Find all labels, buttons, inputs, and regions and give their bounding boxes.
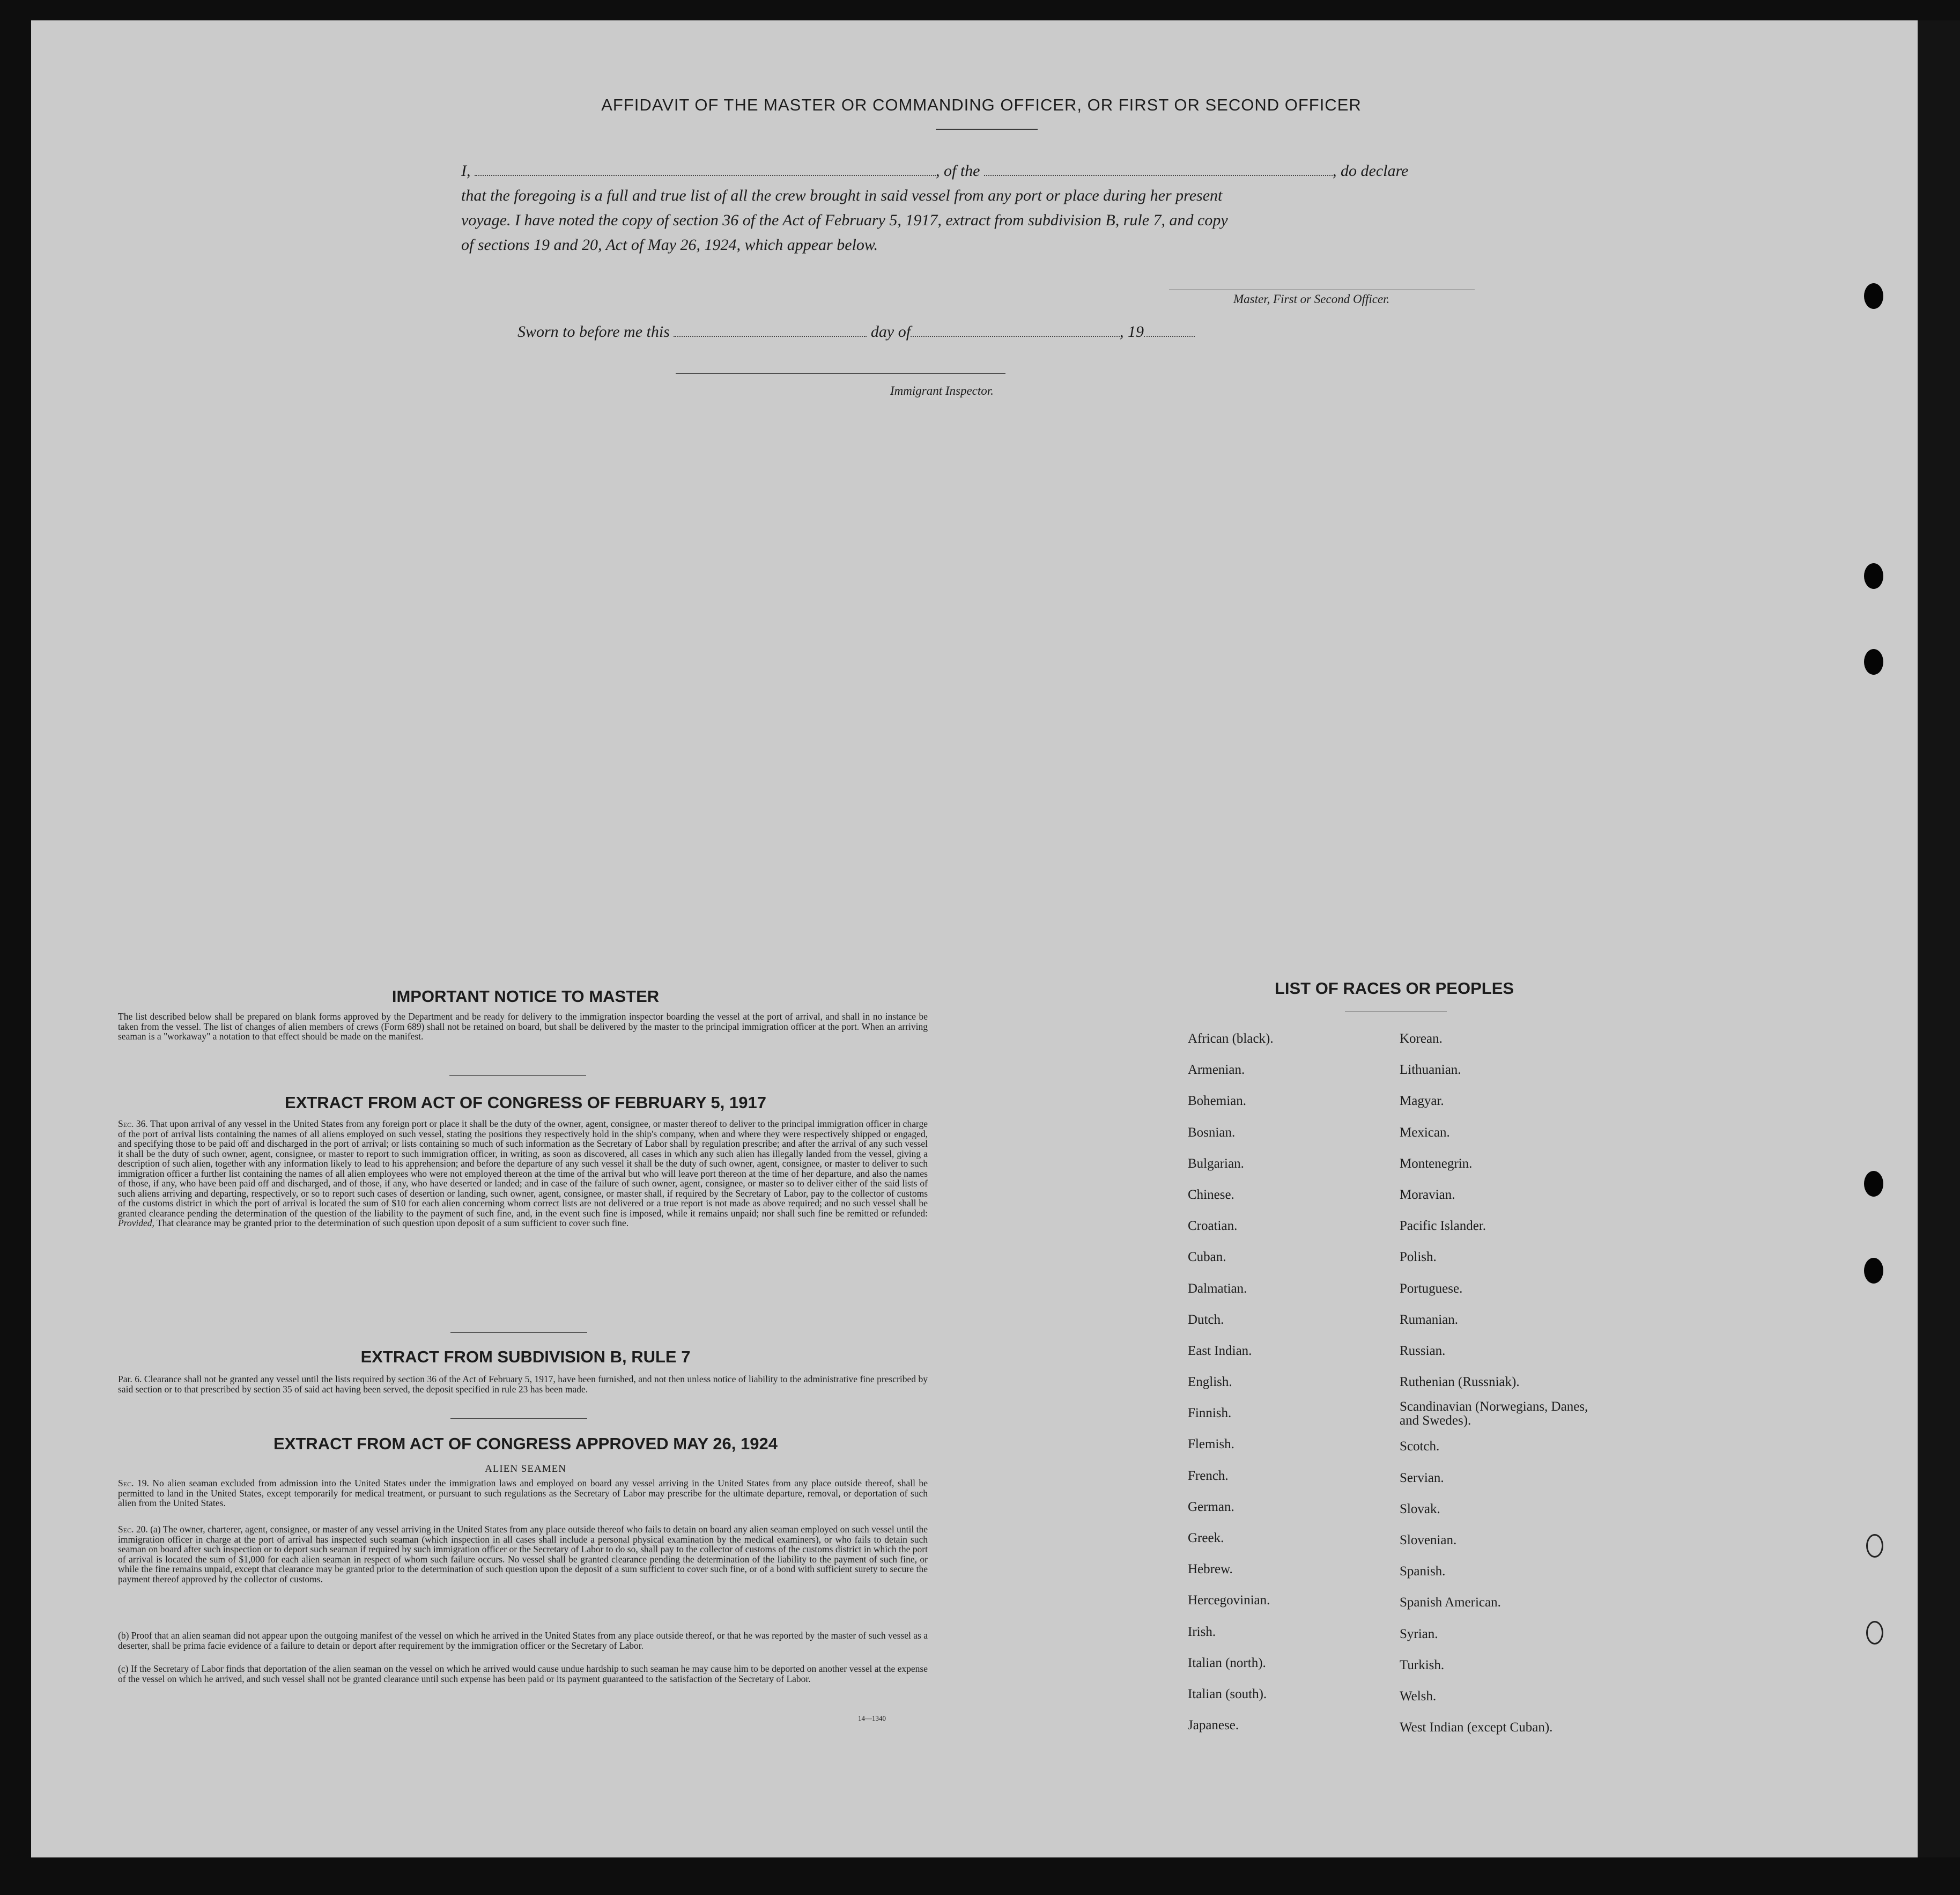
race-item: Russian. (1400, 1343, 1446, 1358)
affidavit-declare: , do declare (1333, 162, 1409, 180)
extract-rule7-text: Par. 6. Clearance shall not be granted any vessel until the lists required by section 36 of the Act of February 5, 1917, have been furnished, and not then unless notice of liability to the administrative fine prescribed by said section or to that prescribed by section 35 of said act having been served, the deposit specified in rule 23 has been made. (118, 1374, 928, 1395)
sworn-date-blank[interactable] (674, 323, 867, 337)
notice-divider (449, 1075, 586, 1076)
affidavit-line-4: of sections 19 and 20, Act of May 26, 1924, which appear below. (461, 236, 878, 254)
race-item: Hercegovinian. (1188, 1593, 1270, 1608)
sec-20a-text: (a) The owner, charterer, agent, consignee, or master of any vessel arriving in the United States from any place outside thereof who fails to detain on board any alien seaman employed on such vessel until the immigration officer in charge at the port of arrival has inspected such seaman (which inspection in all cases shall include a personal physical examination by the medical examiners), or who fails to detain such seaman on board after such inspection or to deport such seaman if required by such immigration officer or the Secretary of Labor to do so, shall pay to the collector of customs of the customs district in which the port of arrival is located the sum of $1,000 for each alien seaman in respect of whom such failure occurs. No vessel shall be granted clearance pending the determination of the liability to the payment of such fine, or while the fine remains unpaid, except that clearance may be granted prior to the determination of such question upon the deposit of a sum sufficient to cover such fine, or of a bond with sufficient surety to secure the payment thereof approved by the collector of customs. (118, 1524, 928, 1584)
race-item: Pacific Islander. (1400, 1219, 1486, 1234)
race-item: Chinese. (1188, 1187, 1234, 1202)
proviso-text: That clearance may be granted prior to the determination of such question upon deposit of a sum sufficient to cover such fine. (156, 1218, 629, 1228)
race-item: African (black). (1188, 1031, 1274, 1046)
race-item: Italian (south). (1188, 1686, 1267, 1701)
race-item: Ruthenian (Russniak). (1400, 1375, 1520, 1390)
sec-19-label: Sec. 19. (118, 1478, 149, 1488)
race-item: Cuban. (1188, 1250, 1226, 1265)
race-item: Spanish American. (1400, 1595, 1501, 1610)
race-item: Japanese. (1188, 1718, 1239, 1733)
sworn-line (517, 320, 1195, 344)
race-item: Spanish. (1400, 1564, 1446, 1579)
extract-1924-sec20a (118, 1524, 928, 1584)
race-item: Syrian. (1400, 1626, 1438, 1641)
races-left-column (1188, 1023, 1274, 1741)
vessel-blank[interactable] (984, 162, 1333, 176)
race-item: Hebrew. (1188, 1562, 1233, 1577)
extract-1917-text (118, 1119, 928, 1228)
extract-1924-sec20b: (b) Proof that an alien seaman did not appear upon the outgoing manifest of the vessel on which he arrived in the United States from any place outside thereof, or that he was reported by the master of such vessel as a deserter, shall be prima facie evidence of a failure to detain or deport after requirement by the immigration officer or the Secretary of Labor. (118, 1630, 928, 1651)
alien-seamen-subtitle: ALIEN SEAMEN (485, 1463, 566, 1474)
extract-divider (450, 1332, 587, 1333)
sworn-prefix: Sworn to before me this (517, 323, 670, 341)
race-item: Bohemian. (1188, 1094, 1247, 1109)
punch-hole (1866, 1534, 1883, 1558)
race-item: Bulgarian. (1188, 1156, 1244, 1171)
race-item: West Indian (except Cuban). (1400, 1720, 1553, 1735)
punch-hole (1864, 1171, 1883, 1197)
sworn-month-blank[interactable] (911, 323, 1120, 337)
extract-rule7-title: EXTRACT FROM SUBDIVISION B, RULE 7 (360, 1347, 691, 1366)
race-item: Dalmatian. (1188, 1281, 1247, 1296)
race-item: Greek. (1188, 1531, 1224, 1545)
race-item: East Indian. (1188, 1343, 1252, 1358)
sec-20-label: Sec. 20. (118, 1524, 148, 1535)
master-signature-label: Master, First or Second Officer. (1233, 292, 1390, 306)
race-item: Montenegrin. (1400, 1156, 1473, 1171)
race-item: Servian. (1400, 1470, 1444, 1485)
race-item: Polish. (1400, 1250, 1437, 1265)
affidavit-i: I, (461, 162, 471, 180)
sec-36-label: Sec. 36. (118, 1118, 148, 1129)
race-item: Scandinavian (Norwegians, Danes, and Swedes). (1400, 1399, 1588, 1428)
race-item: Finnish. (1188, 1406, 1232, 1421)
name-blank[interactable] (475, 162, 936, 176)
race-item: Moravian. (1400, 1187, 1455, 1202)
affidavit-title: AFFIDAVIT OF THE MASTER OR COMMANDING OFFICER, OR FIRST OR SECOND OFFICER (601, 95, 1362, 114)
race-item: German. (1188, 1499, 1234, 1514)
races-right-column (1400, 1023, 1614, 1743)
affidavit-line-3: voyage. I have noted the copy of section 36 of the Act of February 5, 1917, extract from subdivision B, rule 7, and copy (461, 211, 1228, 229)
race-item: Scotch. (1400, 1439, 1440, 1454)
race-item: Slovak. (1400, 1501, 1440, 1516)
race-item: Croatian. (1188, 1219, 1238, 1234)
extract-1924-sec19 (118, 1478, 928, 1508)
race-item: Rumanian. (1400, 1312, 1459, 1327)
title-divider (936, 129, 1038, 130)
sec-19-text: No alien seaman excluded from admission into the United States under the immigration laws and employed on board any vessel arriving in the United States from any place outside thereof, shall be permitted to land in the United States, except temporarily for medical treatment, or pursuant to such regulations as the Secretary of Labor may prescribe for the ultimate departure, removal, or deportation of such alien from the United States. (118, 1478, 928, 1508)
punch-hole (1864, 1258, 1883, 1284)
race-item: Italian (north). (1188, 1655, 1266, 1670)
page-edge (1918, 20, 1960, 1857)
race-item: Welsh. (1400, 1688, 1437, 1704)
race-item: Korean. (1400, 1031, 1443, 1046)
race-item: Flemish. (1188, 1437, 1234, 1452)
inspector-signature-label: Immigrant Inspector. (890, 384, 994, 397)
race-item: Bosnian. (1188, 1125, 1236, 1140)
race-item: Dutch. (1188, 1312, 1224, 1327)
races-title: LIST OF RACES OR PEOPLES (1274, 979, 1514, 998)
rule7-divider (450, 1418, 587, 1419)
proviso-label: Provided, (118, 1218, 154, 1228)
race-item: Irish. (1188, 1624, 1216, 1639)
inspector-signature-line[interactable] (676, 373, 1005, 374)
notice-text: The list described below shall be prepared on blank forms approved by the Department and be ready for delivery to the immigration inspector boarding the vessel at the port of arrival, and shall in no instance be taken from the vessel. The list of changes of alien members of crews (Form 689) shall not be retained on board, but shall be delivered by the master to the principal immigration officer at the port. When an arriving seaman is a "workaway" a notation to that effect should be made on the manifest. (118, 1011, 928, 1042)
race-item: Lithuanian. (1400, 1063, 1461, 1078)
punch-hole (1864, 563, 1883, 589)
punch-hole (1866, 1621, 1883, 1645)
race-item: Armenian. (1188, 1063, 1245, 1078)
sworn-year: , 19 (1120, 323, 1144, 341)
form-number: 14—1340 (858, 1714, 886, 1722)
race-item: Slovenian. (1400, 1533, 1457, 1547)
extract-1917-title: EXTRACT FROM ACT OF CONGRESS OF FEBRUARY 5, 1917 (285, 1093, 766, 1112)
notice-title: IMPORTANT NOTICE TO MASTER (391, 987, 660, 1006)
race-item: Turkish. (1400, 1657, 1445, 1672)
extract-1924-title: EXTRACT FROM ACT OF CONGRESS APPROVED MAY 26, 1924 (273, 1434, 778, 1453)
sworn-day-of: day of (870, 323, 911, 341)
race-item: French. (1188, 1468, 1229, 1483)
sec-36-text: That upon arrival of any vessel in the United States from any foreign port or place it shall be the duty of the owner, agent, consignee, or master thereof to deliver to the principal immigration officer in charge of the port of arrival lists containing the names of all aliens employed on such vessel, stating the positions they respectively hold in the ship's company, when and where they were respectively shipped or engaged, and specifying those to be paid off and discharged in the port of arrival; or lists containing so much of such information as the Secretary of Labor shall by regulation prescribe; and after the arrival of any such vessel it shall be the duty of such owner, agent, consignee, or master to report to such immigration officer, in writing, as soon as discovered, all cases in which any such alien has illegally landed from the vessel, giving a description of such alien, together with any information likely to lead to his apprehension; and before the departure of any such vessel it shall be the duty of such owner, agent, consignee, or master to deliver to such immigration officer a further list containing the names of all alien employees who were not employed thereon at the time of the arrival but who will leave port thereon at the time of her departure, and also the names of those, if any, who have been paid off and discharged, and of those, if any, who have deserted or landed; and in case of the failure of such owner, agent, consignee, or master so to deliver either of the said lists of such aliens arriving and departing, respectively, or so to report such cases of desertion or landing, such owner, agent, consignee, or master shall, if required by the Secretary of Labor, pay to the collector of customs of the customs district in which the port of arrival is located the sum of $10 for each alien concerning whom correct lists are not delivered or a true report is not made as above required; and no such vessel shall be granted clearance pending the determination of the question of the liability to the payment of such fine, and, in the event such fine is imposed, while it remains unpaid; nor shall such fine be remitted or refunded: (118, 1118, 928, 1219)
punch-hole (1864, 283, 1883, 309)
race-item: Portuguese. (1400, 1281, 1463, 1296)
punch-hole (1864, 649, 1883, 675)
affidavit-line-1 (461, 159, 1408, 183)
race-item: Magyar. (1400, 1094, 1444, 1109)
race-item: Mexican. (1400, 1125, 1450, 1140)
race-item: English. (1188, 1375, 1232, 1390)
extract-1924-sec20c: (c) If the Secretary of Labor finds that deportation of the alien seaman on the vessel on which he arrived would cause undue hardship to such seaman he may cause him to be deported on another vessel at the expense of the vessel on which he arrived, and such vessel shall not be granted clearance until such expense has been paid or its payment guaranteed to the satisfaction of the Secretary of Labor. (118, 1663, 928, 1684)
sworn-year-blank[interactable] (1144, 323, 1195, 337)
affidavit-line-2: that the foregoing is a full and true list of all the crew brought in said vessel from any port or place during her present (461, 187, 1223, 204)
affidavit-of-the: , of the (936, 162, 980, 180)
